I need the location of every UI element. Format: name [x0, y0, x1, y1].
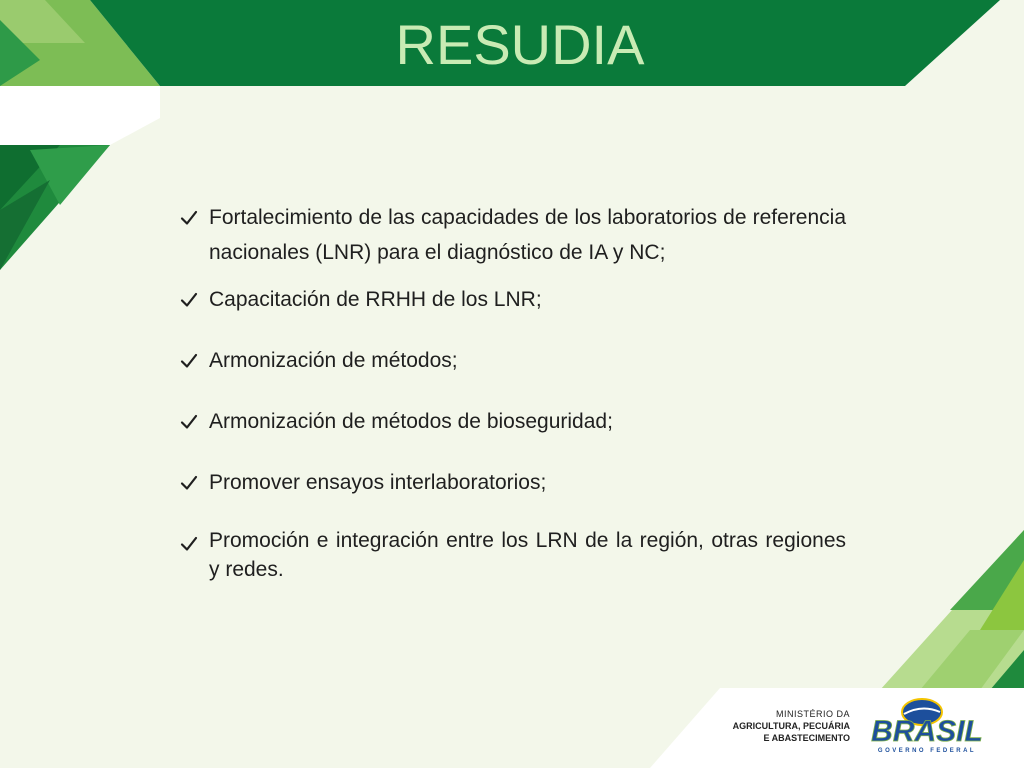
brand-name: BRASIL: [871, 715, 983, 748]
check-icon: [180, 282, 209, 317]
bullet-text: Promoción e integración entre los LRN de la región, otras regiones y redes.: [209, 529, 846, 581]
slide-title: RESUDIA: [395, 13, 645, 76]
bullet-text: Fortalecimiento de las capacidades de los laboratorios de referencia nacionales (LNR) para el diagnóstico de IA y NC;: [209, 206, 846, 264]
list-item: [180, 465, 846, 500]
list-item: [180, 526, 846, 584]
check-icon: [180, 465, 209, 500]
brand-tagline: GOVERNO FEDERAL: [877, 748, 977, 754]
bullet-text: Armonización de métodos de bioseguridad;: [209, 410, 613, 433]
list-item: [180, 404, 846, 439]
bullet-text: Promover ensayos interlaboratorios;: [209, 471, 547, 494]
list-item: [180, 282, 846, 317]
check-icon: [180, 526, 209, 561]
check-icon: [180, 343, 209, 378]
decorative-triangles-right: [860, 520, 1024, 690]
list-item: [180, 200, 846, 270]
ministry-line-3: E ABASTECIMENTO: [763, 733, 850, 743]
ministry-line-1: MINISTÉRIO DA: [775, 709, 850, 719]
brasil-logo: [860, 696, 995, 756]
footer-logos: [700, 694, 1000, 758]
ministry-logo-text: [710, 708, 850, 744]
bullet-text: Armonización de métodos;: [209, 349, 458, 372]
check-icon: [180, 404, 209, 439]
bullet-text: Capacitación de RRHH de los LNR;: [209, 288, 542, 311]
list-item: [180, 343, 846, 378]
ministry-line-2: AGRICULTURA, PECUÁRIA: [732, 721, 850, 731]
check-icon: [180, 200, 209, 235]
bullet-list: [180, 200, 846, 584]
